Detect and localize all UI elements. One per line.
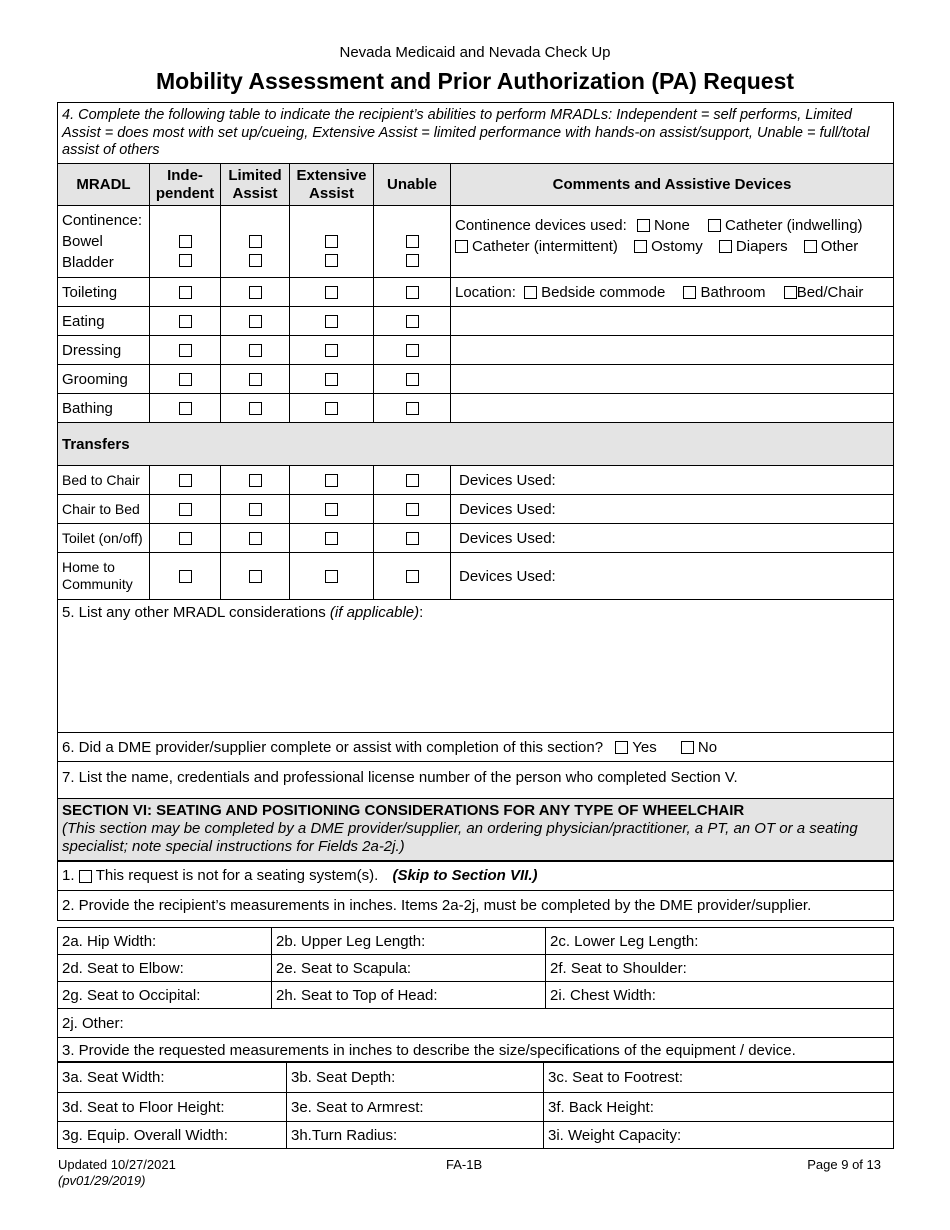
q6-no-checkbox[interactable] <box>681 741 694 754</box>
bed-to-chair-independent-checkbox[interactable] <box>179 474 192 487</box>
seat-to-top-of-head-field[interactable]: 2h. Seat to Top of Head: <box>272 982 546 1009</box>
grooming-limited-checkbox[interactable] <box>249 373 262 386</box>
home-to-community-independent-checkbox[interactable] <box>179 570 192 583</box>
bed-to-chair-devices[interactable]: Devices Used: <box>451 466 894 495</box>
bladder-unable-checkbox[interactable] <box>406 254 419 267</box>
toileting-unable-checkbox[interactable] <box>406 286 419 299</box>
adl-label: Eating <box>58 307 150 336</box>
weight-capacity-field[interactable]: 3i. Weight Capacity: <box>544 1122 894 1149</box>
toileting-limited-checkbox[interactable] <box>249 286 262 299</box>
home-to-community-unable-checkbox[interactable] <box>406 570 419 583</box>
diapers-checkbox[interactable] <box>719 240 732 253</box>
back-height-field[interactable]: 3f. Back Height: <box>544 1093 894 1122</box>
seat-to-floor-height-field[interactable]: 3d. Seat to Floor Height: <box>58 1093 287 1122</box>
s6-q2-measurements-intro: 2. Provide the recipient’s measurements in inches. Items 2a-2j, must be completed by the DME provider/supplier. <box>58 891 894 921</box>
eating-unable-checkbox[interactable] <box>406 315 419 328</box>
col-mradl: MRADL <box>58 164 150 206</box>
row-home-to-community <box>58 553 894 600</box>
bowel-independent-checkbox[interactable] <box>179 235 192 248</box>
hip-width-field[interactable]: 2a. Hip Width: <box>58 928 272 955</box>
footer-dates: Updated 10/27/2021 (pv01/29/2019) <box>58 1157 176 1188</box>
grooming-unable-checkbox[interactable] <box>406 373 419 386</box>
bathing-independent-checkbox[interactable] <box>179 402 192 415</box>
other-measurement-field[interactable]: 2j. Other: <box>58 1009 894 1038</box>
dressing-independent-checkbox[interactable] <box>179 344 192 357</box>
program-name: Nevada Medicaid and Nevada Check Up <box>339 44 611 61</box>
mradl-table <box>57 102 894 921</box>
toileting-independent-checkbox[interactable] <box>179 286 192 299</box>
transfer-label: Toilet (on/off) <box>58 524 150 553</box>
bed-to-chair-limited-checkbox[interactable] <box>249 474 262 487</box>
adl-label: Grooming <box>58 365 150 394</box>
row-chair-to-bed <box>58 495 894 524</box>
col-extensive: Extensive Assist <box>290 164 374 206</box>
toilet-independent-checkbox[interactable] <box>179 532 192 545</box>
mradl-instructions: 4. Complete the following table to indicate the recipient’s abilities to perform MRADLs: Independent = self performs, Limited Assist = does most with set up/cueing, Extensive Assist = limited performance with hands-on assist/support, Unable = full/total assist of others <box>58 103 894 164</box>
col-comments: Comments and Assistive Devices <box>451 164 894 206</box>
row-grooming <box>58 365 894 394</box>
seat-width-field[interactable]: 3a. Seat Width: <box>58 1062 287 1093</box>
bedside-commode-checkbox[interactable] <box>524 286 537 299</box>
turn-radius-field[interactable]: 3h.Turn Radius: <box>287 1122 544 1149</box>
row-bathing <box>58 394 894 423</box>
home-to-community-extensive-checkbox[interactable] <box>325 570 338 583</box>
ostomy-checkbox[interactable] <box>634 240 647 253</box>
toileting-extensive-checkbox[interactable] <box>325 286 338 299</box>
upper-leg-length-field[interactable]: 2b. Upper Leg Length: <box>272 928 546 955</box>
bathing-comments[interactable] <box>451 394 894 423</box>
bed-to-chair-unable-checkbox[interactable] <box>406 474 419 487</box>
dressing-unable-checkbox[interactable] <box>406 344 419 357</box>
toilet-extensive-checkbox[interactable] <box>325 532 338 545</box>
catheter-indwelling-checkbox[interactable] <box>708 219 721 232</box>
dressing-limited-checkbox[interactable] <box>249 344 262 357</box>
transfer-label: Chair to Bed <box>58 495 150 524</box>
chair-to-bed-unable-checkbox[interactable] <box>406 503 419 516</box>
equip-overall-width-field[interactable]: 3g. Equip. Overall Width: <box>58 1122 287 1149</box>
eating-comments[interactable] <box>451 307 894 336</box>
eating-independent-checkbox[interactable] <box>179 315 192 328</box>
grooming-extensive-checkbox[interactable] <box>325 373 338 386</box>
bathing-limited-checkbox[interactable] <box>249 402 262 415</box>
s6-q1-not-seating: 1. This request is not for a seating system(s). (Skip to Section VII.) <box>58 861 894 891</box>
bathroom-checkbox[interactable] <box>683 286 696 299</box>
seat-to-scapula-field[interactable]: 2e. Seat to Scapula: <box>272 955 546 982</box>
row-eating <box>58 307 894 336</box>
continence-devices: Continence devices used: None Catheter (indwelling) Catheter (intermittent) Ostomy Diapers Other <box>451 206 894 278</box>
adl-label: Dressing <box>58 336 150 365</box>
row-continence <box>58 206 894 278</box>
bowel-extensive-checkbox[interactable] <box>325 235 338 248</box>
seat-to-footrest-field[interactable]: 3c. Seat to Footrest: <box>544 1062 894 1093</box>
bladder-limited-checkbox[interactable] <box>249 254 262 267</box>
bathing-extensive-checkbox[interactable] <box>325 402 338 415</box>
catheter-intermittent-checkbox[interactable] <box>455 240 468 253</box>
bed-chair-checkbox[interactable] <box>784 286 797 299</box>
none-checkbox[interactable] <box>637 219 650 232</box>
q5-other-considerations[interactable]: 5. List any other MRADL considerations (if applicable): <box>58 600 894 733</box>
chair-to-bed-extensive-checkbox[interactable] <box>325 503 338 516</box>
toileting-label: Toileting <box>58 278 150 307</box>
dressing-comments[interactable] <box>451 336 894 365</box>
row-dressing <box>58 336 894 365</box>
seat-depth-field[interactable]: 3b. Seat Depth: <box>287 1062 544 1093</box>
continence-label: Continence: Bowel Bladder <box>58 206 150 278</box>
col-independent: Inde- pendent <box>150 164 221 206</box>
dressing-extensive-checkbox[interactable] <box>325 344 338 357</box>
toilet-unable-checkbox[interactable] <box>406 532 419 545</box>
seat-to-armrest-field[interactable]: 3e. Seat to Armrest: <box>287 1093 544 1122</box>
other-checkbox[interactable] <box>804 240 817 253</box>
home-to-community-limited-checkbox[interactable] <box>249 570 262 583</box>
transfer-label: Home to Community <box>58 553 150 600</box>
footer-form-id: FA-1B <box>446 1157 483 1172</box>
toilet-limited-checkbox[interactable] <box>249 532 262 545</box>
seat-to-elbow-field[interactable]: 2d. Seat to Elbow: <box>58 955 272 982</box>
row-toileting <box>58 278 894 307</box>
row-bed-to-chair <box>58 466 894 495</box>
chair-to-bed-devices[interactable]: Devices Used: <box>451 495 894 524</box>
grooming-comments[interactable] <box>451 365 894 394</box>
toileting-location: Location: Bedside commode Bathroom Bed/Chair <box>451 278 894 307</box>
transfer-label: Bed to Chair <box>58 466 150 495</box>
grooming-independent-checkbox[interactable] <box>179 373 192 386</box>
not-seating-system-checkbox[interactable] <box>79 870 92 883</box>
bladder-extensive-checkbox[interactable] <box>325 254 338 267</box>
col-unable: Unable <box>374 164 451 206</box>
s6-q3-equipment-intro: 3. Provide the requested measurements in inches to describe the size/specifications of the equipment / device. <box>58 1038 894 1063</box>
eating-limited-checkbox[interactable] <box>249 315 262 328</box>
adl-label: Bathing <box>58 394 150 423</box>
footer-page-number: Page 9 of 13 <box>807 1157 881 1172</box>
bladder-independent-checkbox[interactable] <box>179 254 192 267</box>
chair-to-bed-limited-checkbox[interactable] <box>249 503 262 516</box>
row-toilet <box>58 524 894 553</box>
toilet-devices[interactable]: Devices Used: <box>451 524 894 553</box>
bathing-unable-checkbox[interactable] <box>406 402 419 415</box>
chest-width-field[interactable]: 2i. Chest Width: <box>546 982 894 1009</box>
bowel-unable-checkbox[interactable] <box>406 235 419 248</box>
home-to-community-devices[interactable]: Devices Used: <box>451 553 894 600</box>
bed-to-chair-extensive-checkbox[interactable] <box>325 474 338 487</box>
recipient-measurements-table <box>57 927 894 1063</box>
transfers-heading: Transfers <box>58 423 894 466</box>
bowel-limited-checkbox[interactable] <box>249 235 262 248</box>
equipment-measurements-table <box>57 1061 894 1149</box>
seat-to-shoulder-field[interactable]: 2f. Seat to Shoulder: <box>546 955 894 982</box>
chair-to-bed-independent-checkbox[interactable] <box>179 503 192 516</box>
form-title: Mobility Assessment and Prior Authorization (PA) Request <box>155 68 795 94</box>
section6-heading: SECTION VI: SEATING AND POSITIONING CONSIDERATIONS FOR ANY TYPE OF WHEELCHAIR (This section may be completed by a DME provider/supplier, an ordering physician/practitioner, a PT, an OT or a seating specialist; note special instructions for Fields 2a-2j.) <box>58 799 894 861</box>
seat-to-occipital-field[interactable]: 2g. Seat to Occipital: <box>58 982 272 1009</box>
q6-yes-checkbox[interactable] <box>615 741 628 754</box>
eating-extensive-checkbox[interactable] <box>325 315 338 328</box>
q6-dme-assist: 6. Did a DME provider/supplier complete or assist with completion of this section? Yes No <box>58 733 894 762</box>
lower-leg-length-field[interactable]: 2c. Lower Leg Length: <box>546 928 894 955</box>
col-limited: Limited Assist <box>221 164 290 206</box>
q7-completed-by[interactable]: 7. List the name, credentials and professional license number of the person who completed Section V. <box>58 762 894 799</box>
